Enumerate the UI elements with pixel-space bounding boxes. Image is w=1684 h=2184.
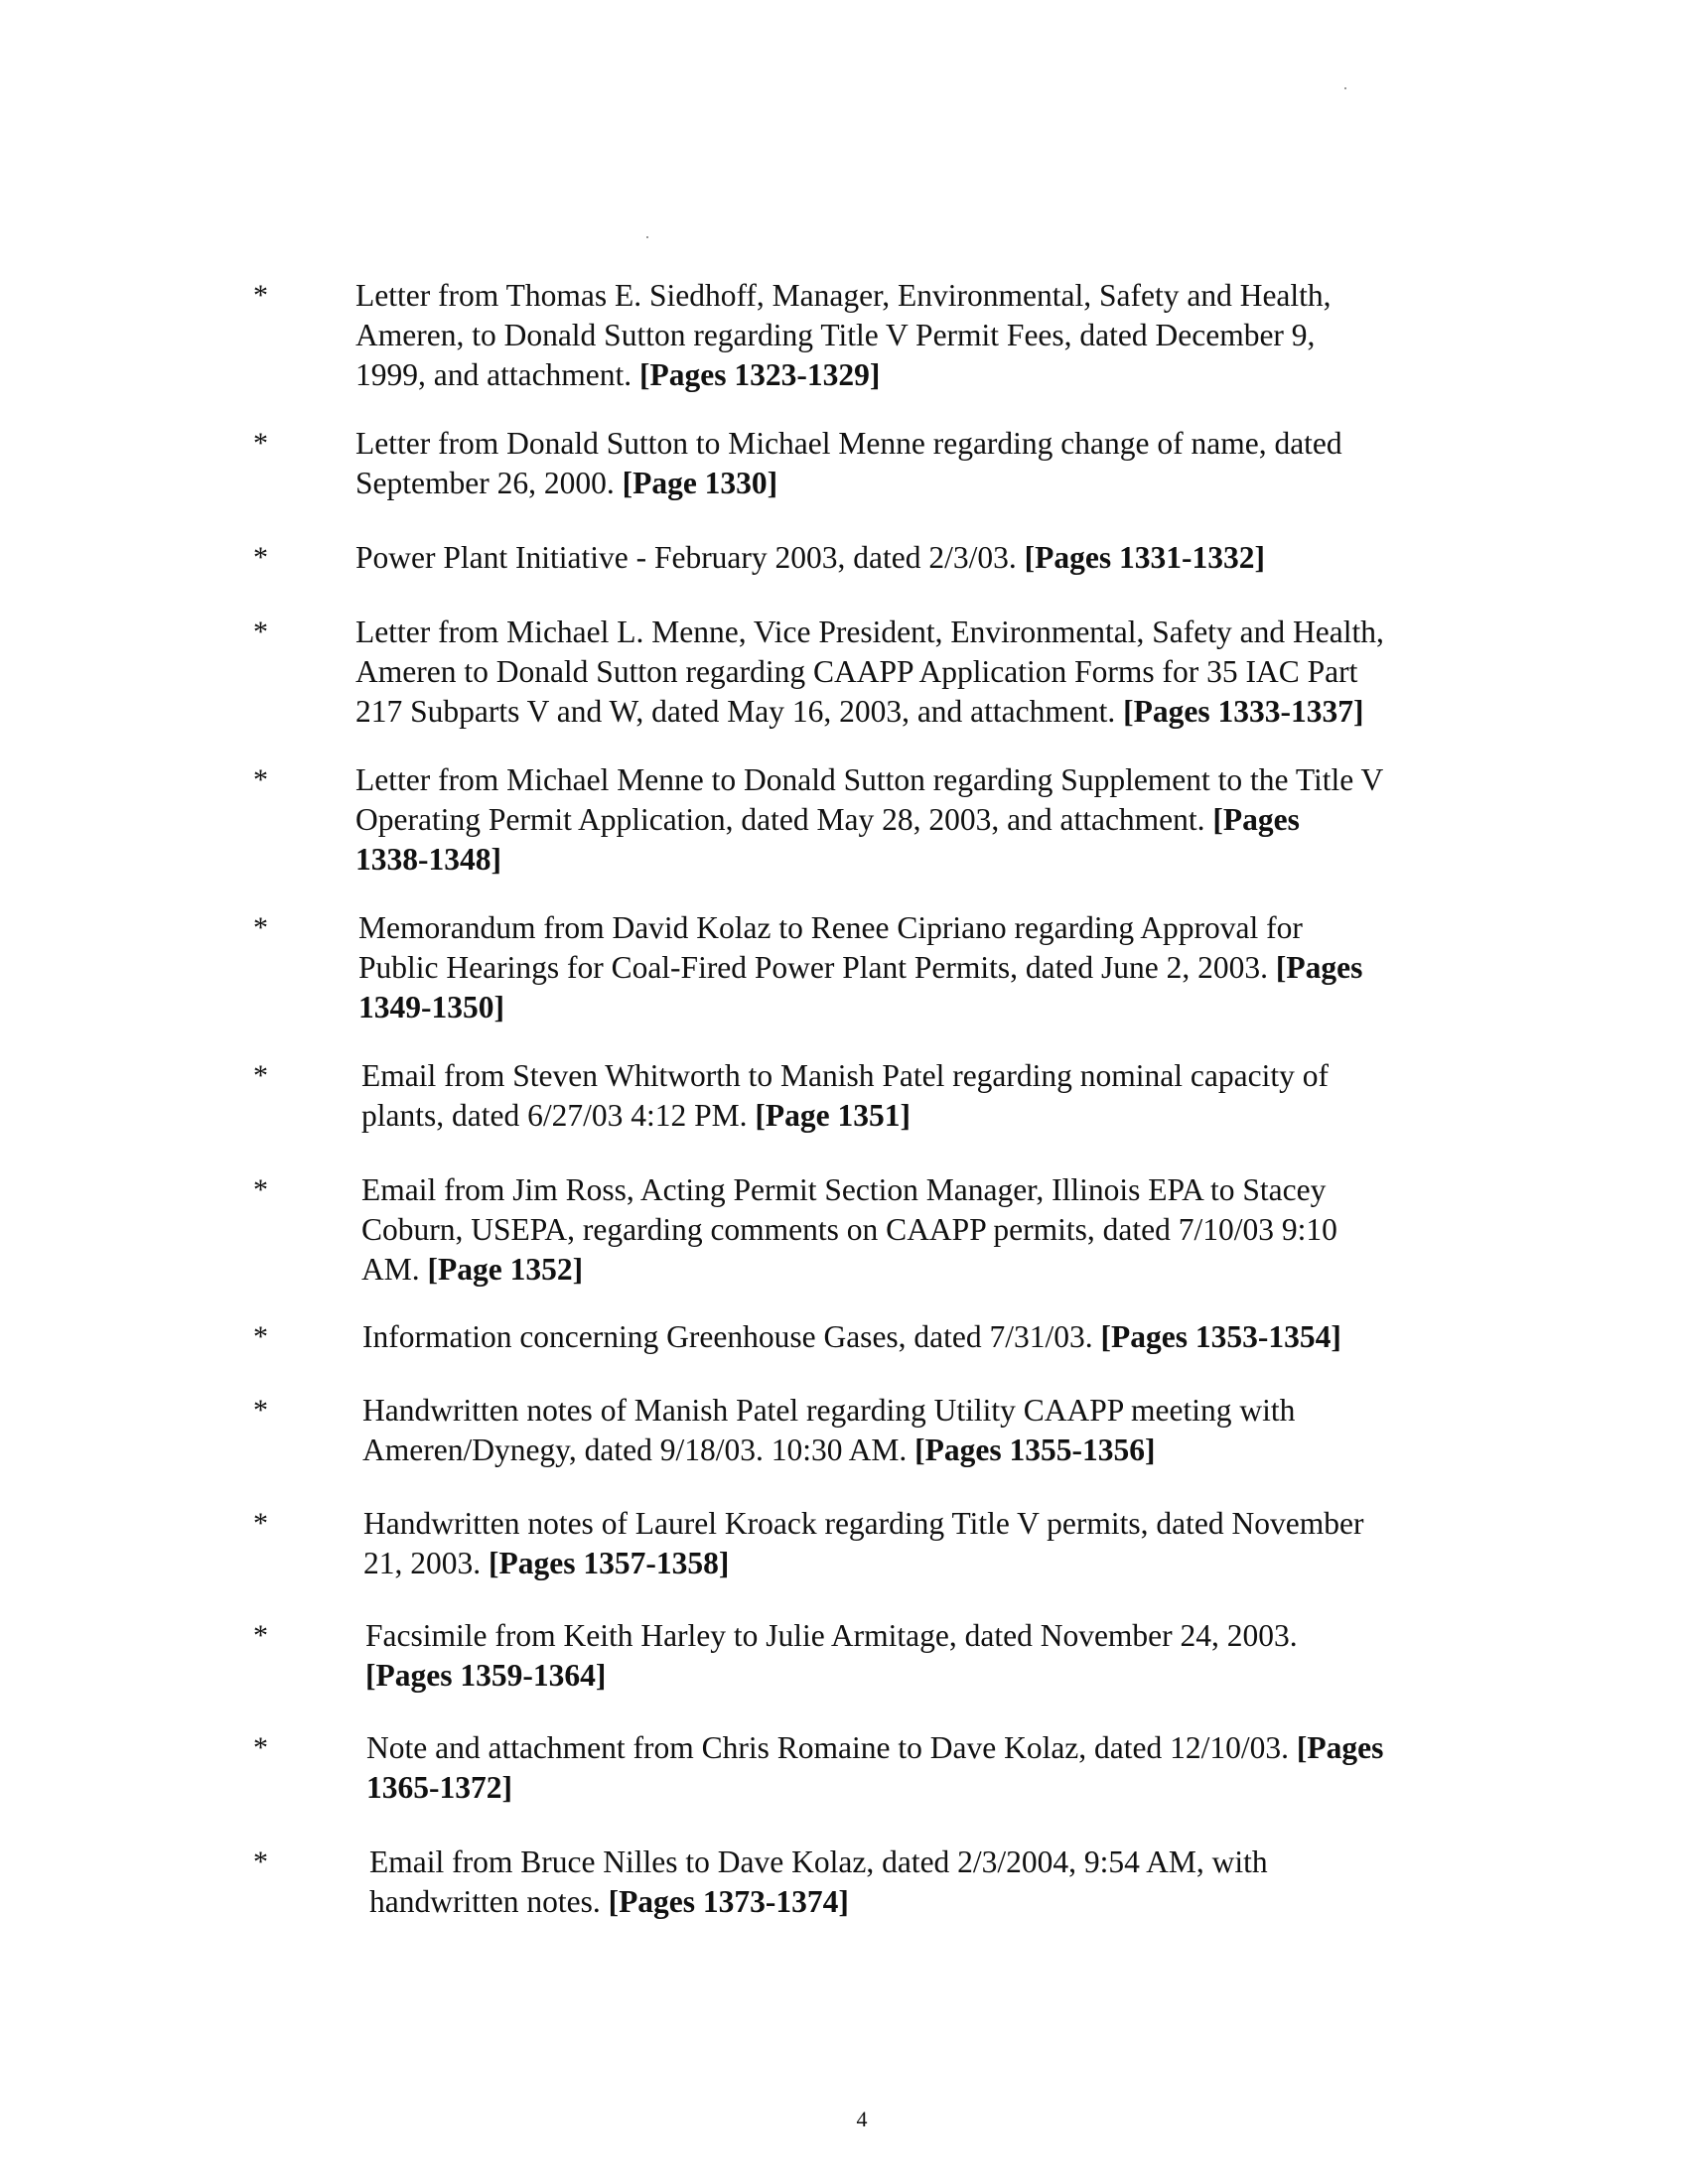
entry-text (369, 1843, 1268, 1922)
entry-description: Handwritten notes of Laurel Kroack regarding Title V permits, dated November 21, 2003. (363, 1506, 1364, 1580)
entry-page-reference: [Pages 1349-1350] (358, 950, 1363, 1024)
entry-page-reference: [Pages 1355-1356] (914, 1433, 1156, 1467)
entry-description: Handwritten notes of Manish Patel regarding Utility CAAPP meeting with Ameren/Dynegy, dated 9/18/03. 10:30 AM. (362, 1393, 1296, 1467)
bullet-marker: * (253, 427, 268, 460)
entry-description: Information concerning Greenhouse Gases, dated 7/31/03. (362, 1319, 1093, 1354)
entry-text (361, 1056, 1329, 1136)
entry-page-reference: [Pages 1353-1354] (1100, 1319, 1341, 1354)
entry-text (361, 1170, 1337, 1290)
entry-text (355, 276, 1332, 395)
bullet-marker: * (253, 541, 268, 574)
bullet-marker: * (253, 1731, 268, 1764)
entry-page-reference: [Pages 1333-1337] (1123, 694, 1364, 729)
entry-text (366, 1728, 1383, 1808)
entry-text (355, 613, 1384, 732)
entry-description: Letter from Thomas E. Siedhoff, Manager, Environmental, Safety and Health, Ameren, to Donald Sutton regarding Title V Permit Fees, dated December 9, 1999, and attachment. (355, 278, 1332, 392)
bullet-marker: * (253, 1619, 268, 1652)
entry-page-reference: [Pages 1359-1364] (365, 1658, 607, 1693)
entry-page-reference: [Pages 1373-1374] (608, 1884, 849, 1919)
entry-page-reference: [Page 1351] (755, 1098, 911, 1133)
scan-speck (1344, 87, 1346, 89)
entry-page-reference: [Pages 1338-1348] (355, 802, 1300, 877)
entry-page-reference: [Page 1330] (622, 466, 778, 500)
entry-text (365, 1616, 1298, 1696)
entry-page-reference: [Pages 1357-1358] (489, 1546, 730, 1580)
scan-speck (646, 236, 648, 238)
entry-page-reference: [Pages 1331-1332] (1024, 540, 1265, 575)
entry-description: Letter from Michael L. Menne, Vice President, Environmental, Safety and Health, Ameren to Donald Sutton regarding CAAPP Application Forms for 35 IAC Part 217 Subparts V and W, dated May 16, 2003, and attachment. (355, 614, 1384, 729)
page-number: 4 (856, 2107, 868, 2131)
bullet-marker: * (253, 279, 268, 312)
entry-text (358, 908, 1362, 1027)
entry-page-reference: [Pages 1365-1372] (366, 1730, 1384, 1805)
bullet-marker: * (253, 763, 268, 796)
entry-description: Email from Steven Whitworth to Manish Patel regarding nominal capacity of plants, dated 6/27/03 4:12 PM. (361, 1058, 1329, 1133)
entry-text (355, 538, 1265, 578)
entry-description: Power Plant Initiative - February 2003, dated 2/3/03. (355, 540, 1017, 575)
entry-text (362, 1317, 1341, 1357)
entry-page-reference: [Pages 1323-1329] (639, 357, 881, 392)
entry-text (355, 424, 1342, 503)
entry-description: Memorandum from David Kolaz to Renee Cipriano regarding Approval for Public Hearings for Coal-Fired Power Plant Permits, dated June 2, 2003. (358, 910, 1303, 985)
bullet-marker: * (253, 1059, 268, 1092)
bullet-marker: * (253, 615, 268, 648)
bullet-marker: * (253, 911, 268, 944)
entry-description: Email from Jim Ross, Acting Permit Section Manager, Illinois EPA to Stacey Coburn, USEPA, regarding comments on CAAPP permits, dated 7/10/03 9:10 AM. (361, 1172, 1337, 1287)
entry-text (363, 1504, 1363, 1583)
entry-text (362, 1391, 1295, 1470)
entry-description: Note and attachment from Chris Romaine to Dave Kolaz, dated 12/10/03. (366, 1730, 1290, 1765)
entry-description: Letter from Donald Sutton to Michael Menne regarding change of name, dated September 26, 2000. (355, 426, 1342, 500)
bullet-marker: * (253, 1320, 268, 1353)
bullet-marker: * (253, 1845, 268, 1878)
entry-text (355, 760, 1383, 880)
entry-description: Email from Bruce Nilles to Dave Kolaz, dated 2/3/2004, 9:54 AM, with handwritten notes. (369, 1844, 1268, 1919)
bullet-marker: * (253, 1173, 268, 1206)
bullet-marker: * (253, 1394, 268, 1427)
entry-page-reference: [Page 1352] (427, 1252, 584, 1287)
entry-description: Letter from Michael Menne to Donald Sutton regarding Supplement to the Title V Operating Permit Application, dated May 28, 2003, and attachment. (355, 762, 1384, 837)
entry-description: Facsimile from Keith Harley to Julie Armitage, dated November 24, 2003. (365, 1618, 1298, 1653)
bullet-marker: * (253, 1507, 268, 1540)
